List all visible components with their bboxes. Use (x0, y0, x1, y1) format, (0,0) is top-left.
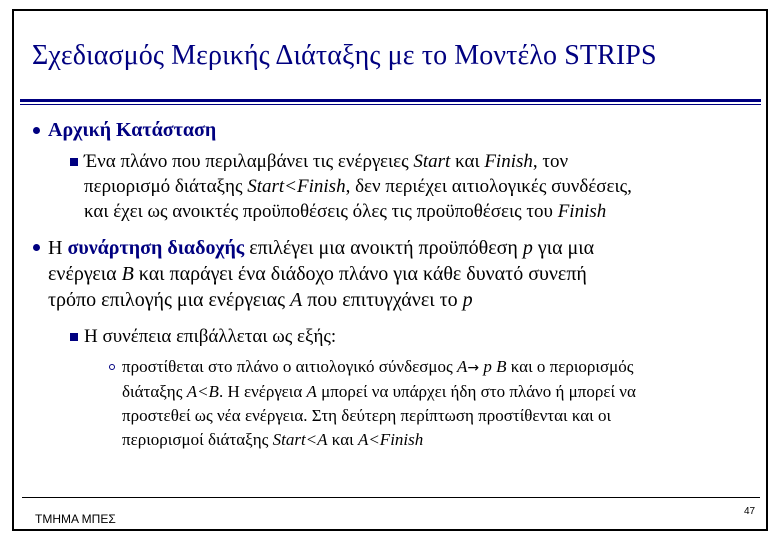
page-number: 47 (744, 506, 756, 517)
footer-text: ΤΜΗΜΑ ΜΠΕΣ (35, 512, 116, 526)
bullet2-line2: ενέργεια B και παράγει ένα διάδοχο πλάνο για κάθε δυνατό συνεπή (48, 263, 587, 285)
subsub-line1: προστίθεται στο πλάνο ο αιτιολογικό σύνδεσμος A→ p B και ο περιορισμός (122, 357, 634, 376)
sub1-line1: Ένα πλάνο που περιλαμβάνει τις ενέργειες Start και Finish, τον (84, 151, 569, 172)
bullet-dot-icon (33, 244, 40, 251)
square-bullet-icon (70, 158, 78, 166)
slide-title: Σχεδιασμός Μερικής Διάταξης με το Μοντέλο STRIPS (32, 40, 657, 71)
title-underline-thick (20, 99, 761, 102)
bullet2-paragraph (48, 235, 594, 313)
title-underline-thin (20, 104, 761, 105)
subsub-line3: προστεθεί ως νέα ενέργεια. Στη δεύτερη περίπτωση προστίθενται και οι (122, 406, 612, 425)
sub1-line2: περιορισμό διάταξης Start<Finish, δεν περιέχει αιτιολογικές συνδέσεις, (84, 176, 632, 197)
sub1-line3: και έχει ως ανοικτές προϋποθέσεις όλες τις προϋποθέσεις του Finish (84, 201, 607, 222)
small-dot-bullet-icon (109, 364, 115, 370)
bullet-dot-icon (33, 127, 40, 134)
arrow-icon: → (467, 360, 480, 376)
bullet1-heading: Αρχική Κατάσταση (48, 119, 217, 141)
subsub-line2: διάταξης A<B. Η ενέργεια A μπορεί να υπάρχει ήδη στο πλάνο ή μπορεί να (122, 382, 636, 401)
bullet2-line3: τρόπο επιλογής μια ενέργειας A που επιτυγχάνει το p (48, 289, 473, 311)
subsub-line4: περιορισμοί διάταξης Start<A και A<Finish (122, 430, 424, 449)
sub1-paragraph (84, 149, 632, 224)
bullet2-line1: Η συνάρτηση διαδοχής επιλέγει μια ανοικτή προϋπόθεση p για μια (48, 237, 595, 259)
square-bullet-icon (70, 333, 78, 341)
footer-divider (22, 497, 760, 498)
sub2-text: Η συνέπεια επιβάλλεται ως εξής: (84, 326, 337, 347)
subsub-paragraph (122, 355, 636, 452)
